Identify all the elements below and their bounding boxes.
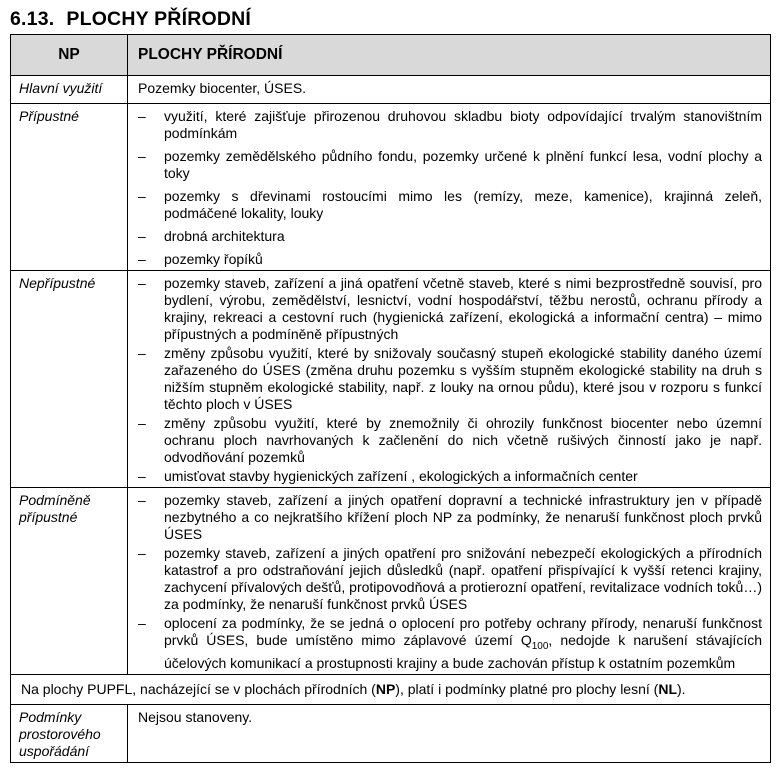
list-item: – oplocení za podmínky, že se jedná o oplocení pro potřeby ochrany přírody, nenaruší funkčnost prvků ÚSES, bude umístěno mimo záplavové území $Q_{100}$, nedojde k narušení stávajících účelových komunikací a prostupnosti krajiny a bude zachován přístup k ostatním pozemkům bbox=[138, 615, 763, 671]
list-item: – změny způsobu využití, které by snižovaly současný stupeň ekologické stability daného území zařazeného do ÚSES (změna druhu pozemku s vyšším stupněm ekologické stability na druh s nižším stupněm ekologické stability, např. z louky na ornou půdu), které jsou v rozporu s funkcí těchto ploch v ÚSES bbox=[138, 345, 762, 412]
list-item: – pozemky staveb, zařízení a jiná opatření včetně staveb, které s nimi bezprostředně souvisí, pro bydlení, výrobu, zemědělství, lesnictví, vodní hospodářství, těžbu nerostů, ochranu přírody a krajiny, rekreaci a cestovní ruch (hygienická zařízení, ekologická a informační centra) – mimo přípustných a podmíněně přípustných bbox=[138, 275, 762, 342]
list-item: – umisťovat stavby hygienických zařízení , ekologických a informačních center bbox=[138, 468, 638, 484]
dash-mark: – bbox=[138, 468, 146, 484]
section-heading bbox=[10, 6, 770, 34]
row-pripustne bbox=[11, 104, 771, 271]
label-nepripustne: Nepřípustné bbox=[11, 271, 128, 488]
dash-mark: – bbox=[138, 228, 146, 244]
list-item: – pozemky řopíků bbox=[138, 251, 263, 267]
list-pripustne bbox=[138, 108, 762, 268]
section-title: PLOCHY PŘÍRODNÍ bbox=[66, 8, 252, 30]
row-hlavni-vyuziti bbox=[11, 76, 771, 104]
value-podminene-pripustne bbox=[128, 488, 771, 675]
dash-mark: – bbox=[138, 275, 146, 291]
list-item: – drobná architektura bbox=[138, 228, 285, 244]
dash-mark: – bbox=[138, 415, 146, 431]
value-prostorove-usporadani: Nejsou stanoveny. bbox=[128, 704, 771, 762]
regulations-table bbox=[10, 34, 771, 763]
label-prostorove-usporadani: Podmínky prostorového uspořádání bbox=[11, 704, 128, 762]
header-title: PLOCHY PŘÍRODNÍ bbox=[128, 35, 771, 76]
label-podminene-pripustne: Podmíněně přípustné bbox=[11, 488, 128, 675]
header-code: NP bbox=[11, 35, 128, 76]
dash-mark: – bbox=[138, 108, 146, 124]
dash-mark: – bbox=[138, 188, 146, 204]
label-pripustne: Přípustné bbox=[11, 104, 128, 271]
list-item: – pozemky s dřevinami rostoucími mimo les (remízy, meze, kamenice), krajinná zeleň, podmáčené lokality, louky bbox=[138, 188, 762, 221]
note-pupfl: Na plochy PUPFL, nacházející se v plochách přírodních (NP), platí i podmínky platné pro plochy lesní (NL). bbox=[11, 674, 771, 704]
list-item: – pozemky staveb, zařízení a jiných opatření pro snižování nebezpečí ekologických a přírodních katastrof a pro odstraňování jejich důsledků (např. opatření přispívající k vyšší retenci krajiny, zachycení přívalových dešťů, protipovodňová a protierozní opatření, revitalizace vodních toků…) za podmínky, že nenaruší funkčnost prvků ÚSES bbox=[138, 545, 762, 612]
value-hlavni-vyuziti: Pozemky biocenter, ÚSES. bbox=[128, 76, 771, 104]
dash-mark: – bbox=[138, 251, 146, 267]
list-item: – změny způsobu využití, které by znemožnily či ohrozily funkčnost biocenter nebo územní ochranu ploch navrhovaných k začlenění do nich včetně rušivých činností jako je např. odvodňování pozemků bbox=[138, 415, 762, 465]
value-nepripustne bbox=[128, 271, 771, 488]
row-podminene-pripustne bbox=[11, 488, 771, 675]
list-item: – využití, které zajišťuje přirozenou druhovou skladbu bioty odpovídající trvalým stanovištním podmínkám bbox=[138, 108, 762, 141]
dash-mark: – bbox=[138, 345, 146, 361]
dash-mark: – bbox=[138, 615, 146, 631]
list-nepripustne bbox=[138, 275, 762, 485]
section-number: 6.13. bbox=[10, 8, 55, 30]
list-item: – pozemky staveb, zařízení a jiných opatření dopravní a technické infrastruktury jen v případě nezbytného a co nejkratšího křížení ploch NP za podmínky, že nenaruší funkčnost ploch prvků ÚSES bbox=[138, 492, 762, 542]
label-hlavni-vyuziti: Hlavní využití bbox=[11, 76, 128, 104]
row-prostorove-usporadani bbox=[11, 704, 771, 762]
list-podminene-pripustne bbox=[138, 492, 762, 672]
row-nepripustne bbox=[11, 271, 771, 488]
list-item: – pozemky zemědělského půdního fondu, pozemky určené k plnění funkcí lesa, vodní plochy a toky bbox=[138, 148, 762, 181]
dash-mark: – bbox=[138, 492, 146, 508]
row-note bbox=[11, 674, 771, 704]
dash-mark: – bbox=[138, 148, 146, 164]
table-header-row bbox=[11, 35, 771, 76]
value-pripustne bbox=[128, 104, 771, 271]
dash-mark: – bbox=[138, 545, 146, 561]
